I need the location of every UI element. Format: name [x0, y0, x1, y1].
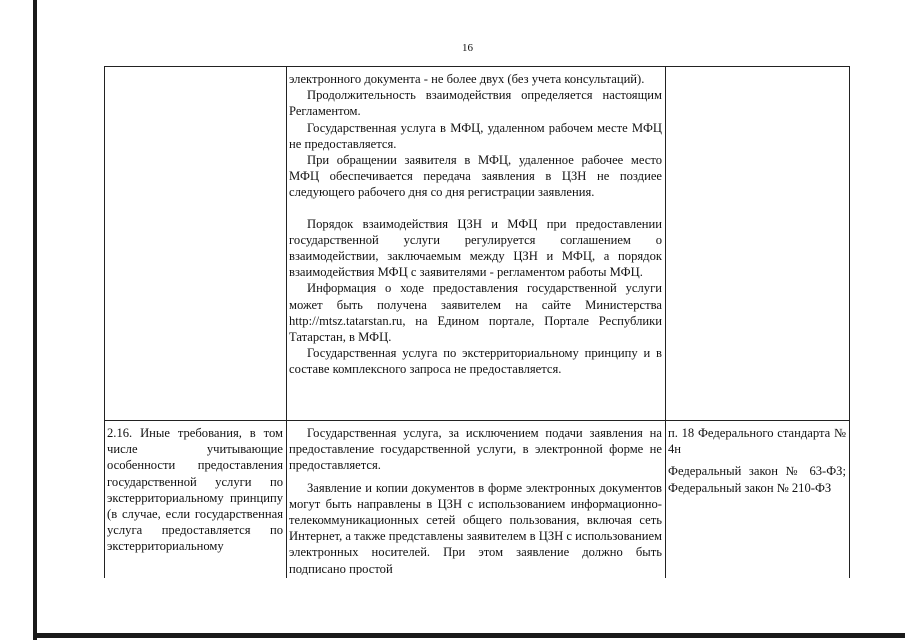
- table-top-border: [104, 66, 850, 67]
- requirement-title: 2.16. Иные требования, в том числе учитывающие особенности предоставления государственной услуги по экстерриториальному принципу (в случае, если государственная услуга предоставляется по экстерриториальному: [107, 426, 283, 554]
- row2-right-cell: [668, 425, 846, 496]
- row1-paragraph: Государственная услуга в МФЦ, удаленном рабочем месте МФЦ не предоставляется.: [289, 120, 662, 151]
- row2-paragraph: Государственная услуга, за исключением подачи заявления на предоставление государственной услуги, в электронной форме не предоставляется.: [289, 426, 662, 473]
- row2-paragraph: Заявление и копии документов в форме электронных документов могут быть направлены в ЦЗН с использованием информационно-телекоммуникационных сетей общего пользования, включая сеть Интернет, а также представлены заявителем в ЦЗН с использованием электронных носителей. При этом заявление должно быть подписано простой: [289, 480, 662, 575]
- table-column-divider-1: [286, 66, 287, 578]
- table-column-divider-2: [665, 66, 666, 578]
- row1-paragraph: При обращении заявителя в МФЦ, удаленное рабочее место МФЦ обеспечивается передача заявления в ЦЗН не поздиее следующего рабочего дня со дня регистрации заявления.: [289, 153, 662, 200]
- row1-middle-cell: [289, 71, 662, 378]
- row1-paragraph: электронного документа - не более двух (без учета консультаций).: [289, 72, 645, 86]
- table-right-border: [849, 66, 850, 578]
- scan-edge-bottom: [33, 633, 905, 638]
- row2-left-cell: [107, 425, 283, 555]
- scan-edge-left: [33, 0, 37, 640]
- row1-paragraph: Порядок взаимодействия ЦЗН и МФЦ при предоставлении государственной услуги регулируется соглашением о взаимодействии, заключаемым между ЦЗН и МФЦ, а порядок взаимодействия МФЦ с заявителями - регламентом работы МФЦ.: [289, 216, 662, 280]
- row1-paragraph: Государственная услуга по экстерриториальному принципу и в составе комплексного запроса не предоставляется.: [289, 346, 662, 377]
- table-left-border: [104, 66, 105, 578]
- row2-middle-cell: [289, 425, 662, 575]
- row1-paragraph: Продолжительность взаимодействия определяется настоящим Регламентом.: [289, 88, 662, 119]
- page-number: 16: [462, 42, 473, 54]
- legal-reference: п. 18 Федерального стандарта № 4н: [668, 426, 846, 457]
- row1-paragraph: Информация о ходе предоставления государственной услуги может быть получена заявителем на сайте Министерства http://mtsz.tatarstan.ru, на Едином портале, Портале Республики Татарстан, в МФЦ.: [289, 281, 662, 345]
- legal-reference: Федеральный закон № 63-ФЗ; Федеральный закон № 210-ФЗ: [668, 464, 846, 495]
- table-row-divider: [104, 420, 850, 421]
